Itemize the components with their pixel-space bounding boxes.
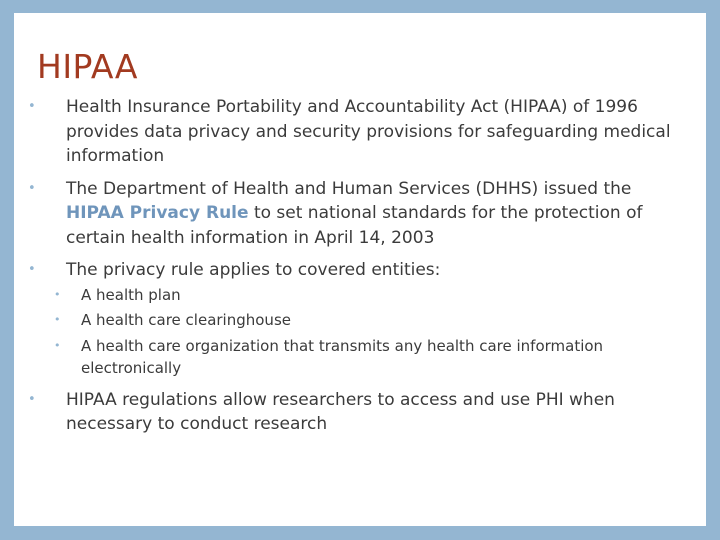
sub-bullet-item xyxy=(14,284,694,307)
sub-bullet-text: A health plan xyxy=(81,285,181,304)
bullet-list xyxy=(14,95,706,445)
privacy-rule-link[interactable]: HIPAA Privacy Rule xyxy=(66,203,249,223)
sub-bullet-list xyxy=(54,284,694,380)
bullet-icon: • xyxy=(28,391,36,407)
slide xyxy=(14,13,706,526)
bullet-text: The privacy rule applies to covered entities: xyxy=(66,260,441,280)
bullet-icon: • xyxy=(28,99,36,114)
bullet-item xyxy=(14,258,706,380)
bullet-item xyxy=(14,95,706,169)
sub-bullet-text: A health care clearinghouse xyxy=(81,311,291,329)
slide-title: HIPAA xyxy=(37,47,138,86)
sub-bullet-item xyxy=(14,335,694,380)
bullet-text: The Department of Health and Human Services (DHHS) issued the xyxy=(66,178,632,199)
bullet-icon: • xyxy=(28,262,36,277)
sub-bullet-icon: • xyxy=(54,313,61,326)
bullet-text: to set national standards for the protection of certain health information in April 14, 2003 xyxy=(66,203,643,248)
sub-bullet-item xyxy=(14,309,694,332)
bullet-text: HIPAA regulations allow researchers to access and use PHI when necessary to conduct research xyxy=(66,389,615,434)
sub-bullet-text: A health care organization that transmits any health care information electronically xyxy=(81,336,604,377)
bullet-text: Health Insurance Portability and Accountability Act (HIPAA) of 1996 provides data privacy and security provisions for safeguarding medical information xyxy=(66,97,671,166)
sub-bullet-icon: • xyxy=(54,338,61,352)
bullet-item xyxy=(14,388,706,437)
sub-bullet-icon: • xyxy=(54,287,61,301)
bullet-icon: • xyxy=(28,180,36,196)
bullet-item xyxy=(14,177,706,251)
